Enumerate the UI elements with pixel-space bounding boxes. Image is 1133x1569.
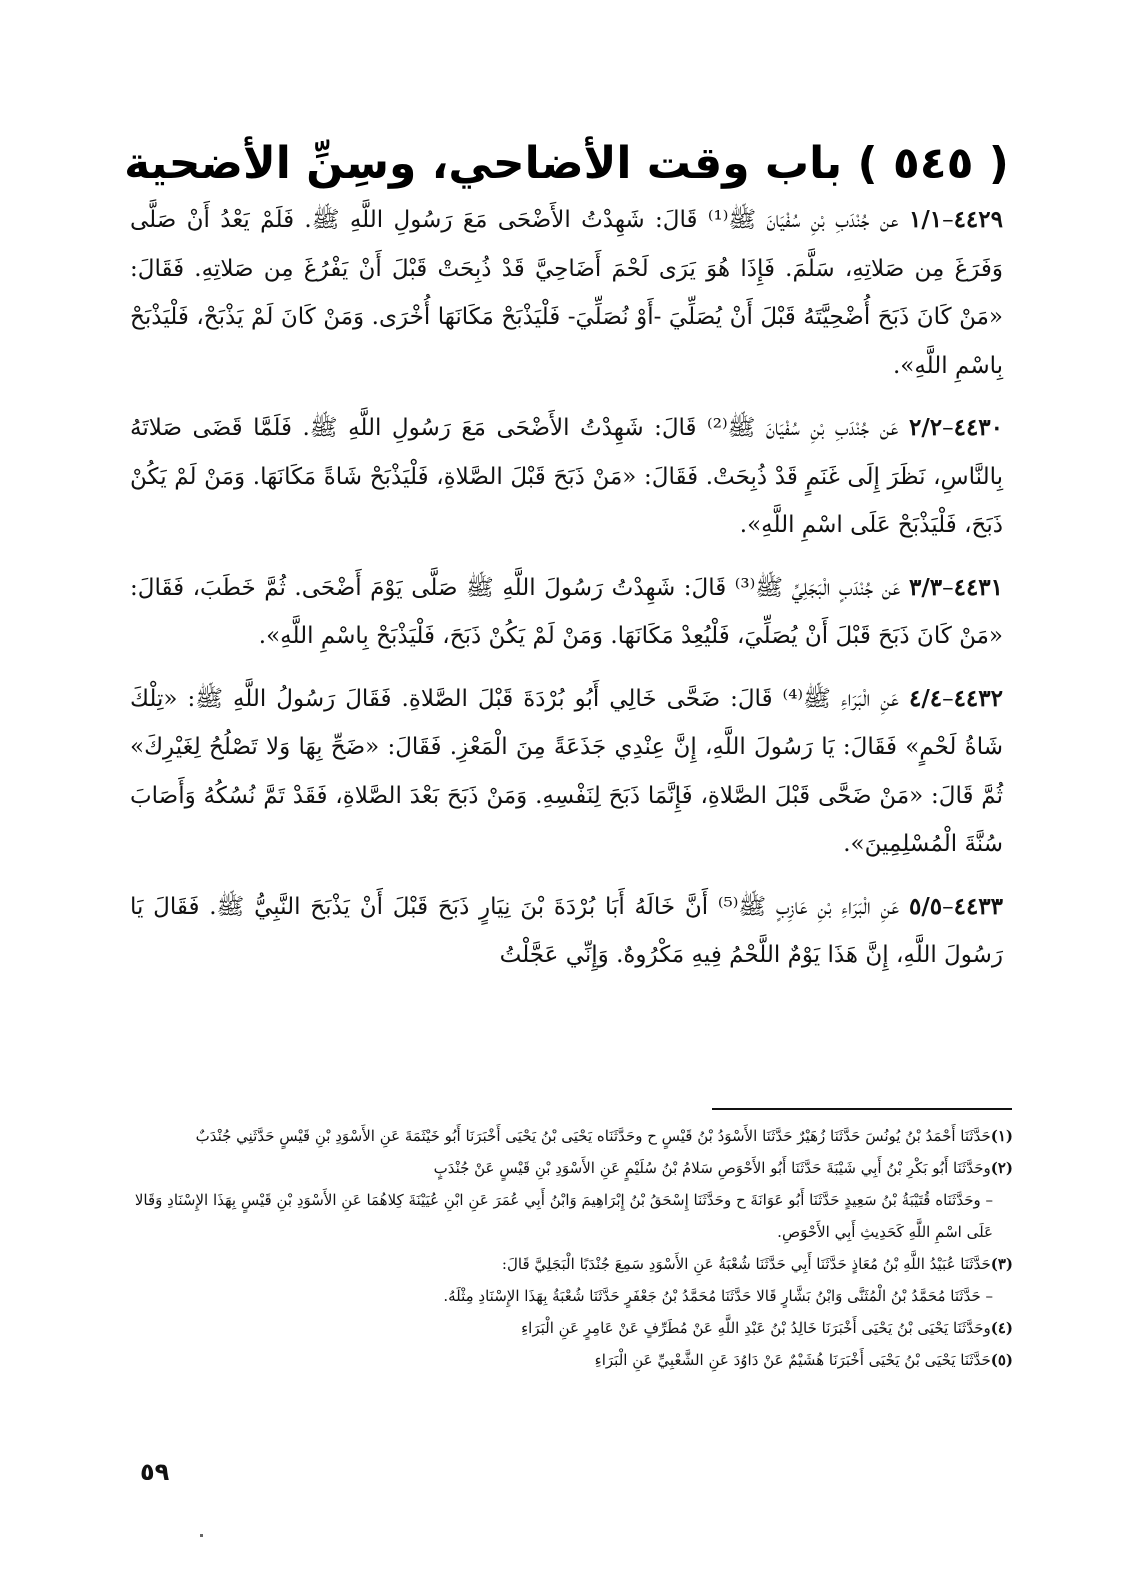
footnote-text: وحَدَّثَنَا يَحْيَى بْنُ يَحْيَى أَخْبَرَنَا خَالِدُ بْنُ عَبْدِ اللَّهِ عَنْ مُطَرِّفٍ عَنْ عَامِرٍ عَنِ الْبَرَاءِ (521, 1319, 991, 1337)
hadith-text: عَن جُنْدَبِ بْنِ سُفْيَانَ ﷺ⁽²⁾ قَالَ: شَهِدْتُ الأَضْحَى مَعَ رَسُولِ اللَّهِ ﷺ. فَلَمَّا قَضَى صَلاتَهُ بِالنَّاسِ، نَظَرَ إِلَى غَنَمٍ قَدْ ذُبِحَتْ. فَقَالَ: «مَنْ ذَبَحَ قَبْلَ الصَّلاةِ، فَلْيَذْبَحْ شَاةً مَكَانَهَا. وَمَنْ لَمْ يَكُنْ ذَبَحَ، فَلْيَذْبَحْ عَلَى اسْمِ اللَّهِ». (130, 415, 1003, 538)
hadith-index: ٣/٣ (908, 573, 943, 601)
hadith-4432: ٤٤٣٢–٤/٤ عَنِ الْبَرَاءِ ﷺ⁽⁴⁾ قَالَ: ضَحَّى خَالِي أَبُو بُرْدَةَ قَبْلَ الصَّلاةِ. فَقَالَ رَسُولُ اللَّهِ ﷺ: «تِلْكَ شَاةُ لَحْمٍ» فَقَالَ: يَا رَسُولَ اللَّهِ، إِنَّ عِنْدِي جَذَعَةً مِنَ الْمَعْزِ. فَقَالَ: «ضَحِّ بِهَا وَلا تَصْلُحُ لِغَيْرِكَ» ثُمَّ قَالَ: «مَنْ ضَحَّى قَبْلَ الصَّلاةِ، فَإِنَّمَا ذَبَحَ لِنَفْسِهِ. وَمَنْ ذَبَحَ بَعْدَ الصَّلاةِ، فَقَدْ تَمَّ نُسُكُهُ وَأَصَابَ سُنَّةَ الْمُسْلِمِينَ». (130, 684, 1003, 857)
footnote-5 (120, 1344, 1013, 1376)
chapter-title: ( ٥٤٥ ) باب وقت الأضاحي، وسِنِّ الأضحية (124, 138, 1009, 190)
hadith-index: ٥/٥ (908, 892, 943, 920)
hadith-number: ٤٤٣٣ (953, 892, 1004, 920)
footnote-number: (٥) (990, 1351, 1013, 1369)
hadith-list (130, 196, 1003, 994)
hadith-number: ٤٤٣١ (953, 573, 1004, 601)
hadith-number: ٤٤٣٠ (953, 414, 1004, 441)
hadith-number: ٤٤٢٩ (953, 206, 1003, 233)
hadith-number: ٤٤٣٢ (953, 684, 1003, 712)
hadith-text: عن جُنْدَبِ بْنِ سُفْيَانَ ﷺ⁽¹⁾ قَالَ: شَهِدْتُ الأَضْحَى مَعَ رَسُولِ اللَّهِ ﷺ. فَلَمْ يَعْدُ أَنْ صَلَّى وَفَرَغَ مِن صَلاتِهِ، سَلَّمَ. فَإِذَا هُوَ يَرَى لَحْمَ أَضَاحِيَّ قَدْ ذُبِحَتْ قَبْلَ أَنْ يَفْرُغَ مِن صَلاتِهِ. فَقَالَ: «مَنْ كَانَ ذَبَحَ أُضْحِيَّتَهُ قَبْلَ أَنْ يُصَلِّيَ -أَوْ نُصَلِّيَ- فَلْيَذْبَحْ مَكَانَهَا أُخْرَى. وَمَنْ كَانَ لَمْ يَذْبَحْ، فَلْيَذْبَحْ بِاسْمِ اللَّهِ». (130, 207, 1003, 379)
footnote-4 (120, 1312, 1013, 1344)
footnote-3-continuation (120, 1280, 1013, 1312)
hadith-index: ٤/٤ (908, 684, 943, 712)
footnote-text: حَدَّثَنَا يَحْيَى بْنُ يَحْيَى أَخْبَرَنَا هُشَيْمٌ عَنْ دَاوُدَ عَنِ الشَّعْبِيِّ عَنِ الْبَرَاءِ (594, 1351, 991, 1369)
footnote-text: – وحَدَّثَنَاه قُتَيْبَةُ بْنُ سَعِيدٍ حَدَّثَنَا أَبُو عَوَانَةَ ح وحَدَّثَنَا إِسْحَقُ بْنُ إِبْرَاهِيمَ وَابْنُ أَبِي عُمَرَ عَنِ ابْنِ عُيَيْنَةَ كِلاهُمَا عَنِ الأَسْوَدِ بْنِ قَيْسٍ بِهَذَا الإِسْنَادِ وَقَالا عَلَى اسْمِ اللَّهِ كَحَدِيثِ أَبِي الأَحْوَصِ. (134, 1191, 993, 1241)
footnote-number: (٤) (990, 1319, 1013, 1337)
footnotes (120, 1120, 1013, 1376)
hadith-index: ٢/٢ (908, 414, 943, 441)
footnote-3 (120, 1248, 1013, 1280)
footnote-text: حَدَّثَنَا أَحْمَدُ بْنُ يُونُسَ حَدَّثَنَا زُهَيْرٌ حَدَّثَنَا الأَسْوَدُ بْنُ قَيْسٍ ح وحَدَّثَنَاه يَحْيَى بْنُ يَحْيَى أَخْبَرَنَا أَبُو خَيْثَمَةَ عَنِ الأَسْوَدِ بْنِ قَيْسٍ حَدَّثَنِي جُنْدَبٌ (195, 1127, 991, 1145)
footnote-number: (٣) (990, 1255, 1013, 1273)
footnote-number: (١) (990, 1127, 1013, 1145)
footnote-divider (712, 1108, 1012, 1110)
hadith-4433: ٤٤٣٣–٥/٥ عَنِ الْبَرَاءِ بْنِ عَازِبٍ ﷺ⁽⁵⁾ أَنَّ خَالَهُ أَبَا بُرْدَةَ بْنَ نِيَارٍ ذَبَحَ قَبْلَ أَنْ يَذْبَحَ النَّبِيُّ ﷺ. فَقَالَ يَا رَسُولَ اللَّهِ، إِنَّ هَذَا يَوْمٌ اللَّحْمُ فِيهِ مَكْرُوهٌ. وَإِنِّي عَجَّلْتُ (130, 892, 1004, 968)
footnote-text: وحَدَّثَنَا أَبُو بَكْرِ بْنُ أَبِي شَيْبَةَ حَدَّثَنَا أَبُو الأَحْوَصِ سَلامُ بْنُ سُلَيْمٍ عَنِ الأَسْوَدِ بْنِ قَيْسٍ عَنْ جُنْدَبٍ (433, 1159, 991, 1177)
page-number: ٥٩ (140, 1458, 170, 1486)
hadith-index: ١/١ (908, 206, 943, 233)
hadith-4430: ٤٤٣٠–٢/٢ عَن جُنْدَبِ بْنِ سُفْيَانَ ﷺ⁽²⁾ قَالَ: شَهِدْتُ الأَضْحَى مَعَ رَسُولِ اللَّهِ ﷺ. فَلَمَّا قَضَى صَلاتَهُ بِالنَّاسِ، نَظَرَ إِلَى غَنَمٍ قَدْ ذُبِحَتْ. فَقَالَ: «مَنْ ذَبَحَ قَبْلَ الصَّلاةِ، فَلْيَذْبَحْ شَاةً مَكَانَهَا. وَمَنْ لَمْ يَكُنْ ذَبَحَ، فَلْيَذْبَحْ عَلَى اسْمِ اللَّهِ». (130, 414, 1004, 538)
hadith-text: عَن جُنْدَبٍ الْبَجَلِيِّ ﷺ⁽³⁾ قَالَ: شَهِدْتُ رَسُولَ اللَّهِ ﷺ صَلَّى يَوْمَ أَضْحَى. ثُمَّ خَطَبَ، فَقَالَ: «مَنْ كَانَ ذَبَحَ قَبْلَ أَنْ يُصَلِّيَ، فَلْيُعِدْ مَكَانَهَا. وَمَنْ لَمْ يَكُنْ ذَبَحَ، فَلْيَذْبَحْ بِاسْمِ اللَّهِ». (130, 574, 1003, 649)
footnote-text: – حَدَّثَنَا مُحَمَّدُ بْنُ الْمُثَنَّى وَابْنُ بَشَّارٍ قَالا حَدَّثَنَا مُحَمَّدُ بْنُ جَعْفَرٍ حَدَّثَنَا شُعْبَةُ بِهَذَا الإِسْنَادِ مِثْلَهُ. (443, 1287, 993, 1305)
hadith-text: عَنِ الْبَرَاءِ ﷺ⁽⁴⁾ قَالَ: ضَحَّى خَالِي أَبُو بُرْدَةَ قَبْلَ الصَّلاةِ. فَقَالَ رَسُولُ اللَّهِ ﷺ: «تِلْكَ شَاةُ لَحْمٍ» فَقَالَ: يَا رَسُولَ اللَّهِ، إِنَّ عِنْدِي جَذَعَةً مِنَ الْمَعْزِ. فَقَالَ: «ضَحِّ بِهَا وَلا تَصْلُحُ لِغَيْرِكَ» ثُمَّ قَالَ: «مَنْ ضَحَّى قَبْلَ الصَّلاةِ، فَإِنَّمَا ذَبَحَ لِنَفْسِهِ. وَمَنْ ذَبَحَ بَعْدَ الصَّلاةِ، فَقَدْ تَمَّ نُسُكُهُ وَأَصَابَ سُنَّةَ الْمُسْلِمِينَ». (130, 685, 1003, 857)
footnote-text: حَدَّثَنَا عُبَيْدُ اللَّهِ بْنُ مُعَاذٍ حَدَّثَنَا أَبِي حَدَّثَنَا شُعْبَةُ عَنِ الأَسْوَدِ سَمِعَ جُنْدَبًا الْبَجَلِيَّ قَالَ: (501, 1255, 991, 1273)
footnote-2 (120, 1152, 1013, 1184)
hadith-4429: ٤٤٢٩–١/١ عن جُنْدَبِ بْنِ سُفْيَانَ ﷺ⁽¹⁾ قَالَ: شَهِدْتُ الأَضْحَى مَعَ رَسُولِ اللَّهِ ﷺ. فَلَمْ يَعْدُ أَنْ صَلَّى وَفَرَغَ مِن صَلاتِهِ، سَلَّمَ. فَإِذَا هُوَ يَرَى لَحْمَ أَضَاحِيَّ قَدْ ذُبِحَتْ قَبْلَ أَنْ يَفْرُغَ مِن صَلاتِهِ. فَقَالَ: «مَنْ كَانَ ذَبَحَ أُضْحِيَّتَهُ قَبْلَ أَنْ يُصَلِّيَ -أَوْ نُصَلِّيَ- فَلْيَذْبَحْ مَكَانَهَا أُخْرَى. وَمَنْ كَانَ لَمْ يَذْبَحْ، فَلْيَذْبَحْ بِاسْمِ اللَّهِ». (130, 206, 1003, 379)
footnote-number: (٢) (990, 1159, 1013, 1177)
scan-speck (200, 1534, 203, 1537)
hadith-4431: ٤٤٣١–٣/٣ عَن جُنْدَبٍ الْبَجَلِيِّ ﷺ⁽³⁾ قَالَ: شَهِدْتُ رَسُولَ اللَّهِ ﷺ صَلَّى يَوْمَ أَضْحَى. ثُمَّ خَطَبَ، فَقَالَ: «مَنْ كَانَ ذَبَحَ قَبْلَ أَنْ يُصَلِّيَ، فَلْيُعِدْ مَكَانَهَا. وَمَنْ لَمْ يَكُنْ ذَبَحَ، فَلْيَذْبَحْ بِاسْمِ اللَّهِ». (130, 573, 1004, 649)
footnote-2-continuation (120, 1184, 1013, 1248)
footnote-1 (120, 1120, 1013, 1152)
hadith-text: عَنِ الْبَرَاءِ بْنِ عَازِبٍ ﷺ⁽⁵⁾ أَنَّ خَالَهُ أَبَا بُرْدَةَ بْنَ نِيَارٍ ذَبَحَ قَبْلَ أَنْ يَذْبَحَ النَّبِيُّ ﷺ. فَقَالَ يَا رَسُولَ اللَّهِ، إِنَّ هَذَا يَوْمٌ اللَّحْمُ فِيهِ مَكْرُوهٌ. وَإِنِّي عَجَّلْتُ (130, 893, 1003, 968)
